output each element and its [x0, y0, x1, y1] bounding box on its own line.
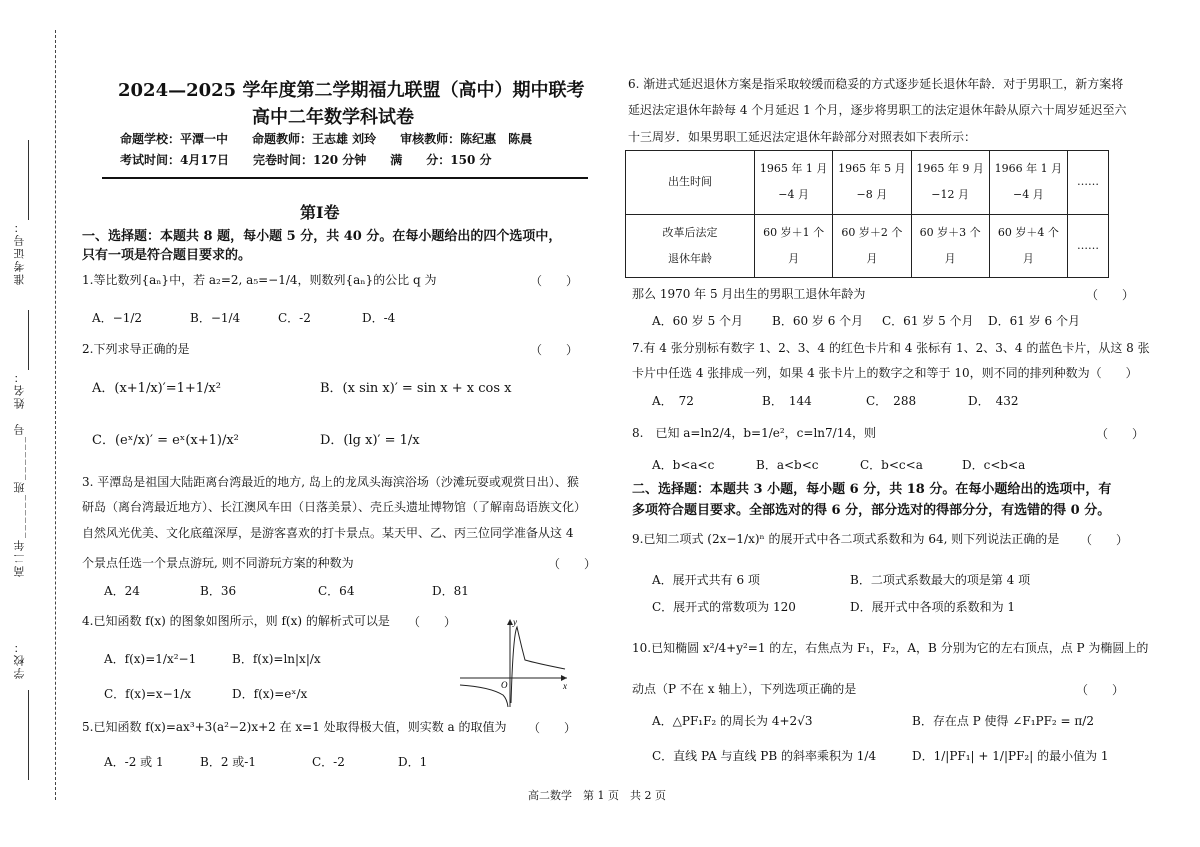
q2-option-c: C．(eˣ/x)′ = eˣ(x+1)/x² [92, 433, 239, 448]
q4-option-a: A．f(x)=1/x²−1 [104, 652, 197, 666]
q1-option-b: B．−1/4 [190, 311, 241, 325]
q7-option-a: A． 72 [652, 394, 694, 408]
table-cell: 60 岁＋4 个 月 [989, 214, 1067, 278]
table-cell: 1965 年 1 月 −4 月 [755, 151, 833, 215]
q4-graph-y-label: y [513, 617, 517, 627]
q3-option-d: D．81 [432, 584, 469, 598]
table-cell: 60 岁＋2 个 月 [833, 214, 911, 278]
q8-option-b: B．a<b<c [756, 458, 819, 472]
q3-option-a: A．24 [104, 584, 140, 598]
q6-line-1: 6. 渐进式延迟退休方案是指采取较缓而稳妥的方式逐步延长退休年龄．对于男职工，新方案将 [628, 77, 1124, 91]
q6-line-2: 延迟法定退休年龄每 4 个月延迟 1 个月，逐步将男职工的法定退休年龄从原六十周岁延迟至六 [628, 103, 1127, 117]
q5-option-a: A．-2 或 1 [104, 755, 164, 769]
q8-option-a: A．b<a<c [652, 458, 715, 472]
q5-option-b: B．2 或-1 [200, 755, 256, 769]
meta-line-2: 考试时间：4月17日 完卷时间：120 分钟 满 分：150 分 [120, 153, 492, 167]
q10-option-c: C．直线 PA 与直线 PB 的斜率乘积为 1/4 [652, 749, 877, 763]
exam-number-blank [28, 140, 29, 220]
q2-option-a: A．(x+1/x)′=1+1/x² [92, 381, 221, 396]
table-cell: 1965 年 9 月 −12 月 [911, 151, 989, 215]
q6-option-d: D．61 岁 6 个月 [988, 314, 1080, 328]
q6-option-a: A．60 岁 5 个月 [652, 314, 744, 328]
name-blank [28, 310, 29, 370]
page-footer: 高二数学 第 1 页 共 2 页 [528, 789, 666, 802]
q7-option-b: B． 144 [762, 394, 812, 408]
table-cell: 1966 年 1 月 −4 月 [989, 151, 1067, 215]
q4-stem: 4.已知函数 f(x) 的图象如图所示，则 f(x) 的解析式可以是 [82, 614, 390, 628]
q9-option-c: C．展开式的常数项为 120 [652, 600, 796, 614]
q9-option-b: B．二项式系数最大的项是第 4 项 [850, 573, 1031, 587]
q3-line-3: 自然风光优美、文化底蕴深厚，是游客喜欢的打卡景点。某天甲、乙、丙三位同学准备从这 4 [82, 526, 574, 540]
q7-line-1: 7.有 4 张分别标有数字 1、2、3、4 的红色卡片和 4 张标有 1、2、3、4 的蓝色卡片，从这 8 张 [632, 341, 1150, 355]
table-row-birth [626, 151, 1109, 215]
table-cell-birth-head: 出生时间 [626, 151, 755, 215]
class-name-label: 高二年______班______号 姓名： [13, 370, 26, 577]
q5-answer-paren: （ ） [528, 721, 577, 735]
header-divider [102, 177, 588, 179]
table-cell: 1965 年 5 月 −8 月 [833, 151, 911, 215]
exam-title: 2024—2025 学年度第二学期福九联盟（高中）期中联考 [118, 80, 585, 101]
q9-option-a: A．展开式共有 6 项 [652, 573, 760, 587]
binding-line [55, 30, 56, 800]
section-1-title-2: 只有一项是符合题目要求的。 [82, 248, 252, 263]
q5-option-d: D．1 [398, 755, 428, 769]
q3-answer-paren: （ ） [548, 557, 597, 571]
q7-option-c: C． 288 [866, 394, 917, 408]
section-1-title-1: 一、选择题：本题共 8 题，每小题 5 分，共 40 分。在每小题给出的四个选项中， [82, 229, 562, 244]
q4-option-b: B．f(x)=ln|x|/x [232, 652, 321, 666]
q8-answer-paren: （ ） [1096, 427, 1145, 441]
meta-line-1: 命题学校：平潭一中 命题教师：王志雄 刘玲 审核教师：陈纪惠 陈晨 [120, 132, 533, 146]
q8-stem: 8. 已知 a=ln2/4，b=1/e²，c=ln7/14，则 [632, 426, 876, 440]
q10-answer-paren: （ ） [1076, 683, 1125, 697]
q2-option-d: D．(lg x)′ = 1/x [320, 433, 420, 448]
exam-subtitle: 高中二年数学科试卷 [252, 107, 414, 128]
q8-option-c: C．b<c<a [860, 458, 923, 472]
q2-answer-paren: （ ） [530, 343, 579, 357]
q10-option-b: B．存在点 P 使得 ∠F₁PF₂ = π/2 [912, 714, 1094, 728]
q4-option-c: C．f(x)=x−1/x [104, 687, 192, 701]
q1-stem: 1.等比数列{aₙ}中，若 a₂=2, a₅=−1/4，则数列{aₙ}的公比 q 为 [82, 273, 437, 287]
q1-answer-paren: （ ） [530, 274, 579, 288]
q7-line-2: 卡片中任选 4 张排成一列，如果 4 张卡片上的数字之和等于 10，则不同的排列种数为（ ） [632, 366, 1138, 380]
table-cell: 60 岁＋1 个 月 [755, 214, 833, 278]
table-cell: 60 岁＋3 个 月 [911, 214, 989, 278]
q6-option-b: B．60 岁 6 个月 [772, 314, 864, 328]
q4-function-graph [455, 615, 575, 710]
q4-graph-origin-label: O [501, 680, 508, 690]
q4-graph-x-label: x [563, 681, 567, 691]
retirement-table [625, 150, 1109, 278]
exam-number-label: 准考证号： [13, 220, 26, 285]
q1-option-c: C．-2 [278, 311, 311, 325]
q1-option-a: A．−1/2 [92, 311, 143, 325]
q6-option-c: C．61 岁 5 个月 [882, 314, 974, 328]
q3-option-b: B．36 [200, 584, 237, 598]
q8-option-d: D．c<b<a [962, 458, 1026, 472]
q2-stem: 2.下列求导正确的是 [82, 342, 190, 356]
q10-option-a: A．△PF₁F₂ 的周长为 4+2√3 [652, 714, 813, 728]
table-row-retire-age [626, 214, 1109, 278]
q4-answer-paren: （ ） [408, 615, 457, 629]
volume-title: 第Ⅰ卷 [300, 203, 340, 222]
q9-stem: 9.已知二项式 (2x−1/x)ⁿ 的展开式中各二项式系数和为 64, 则下列说法正确的是 [632, 532, 1060, 546]
q6-line-3: 十三周岁．如果男职工延迟法定退休年龄部分对照表如下表所示： [628, 130, 977, 144]
q10-line-2: 动点（P 不在 x 轴上），下列选项正确的是 [632, 682, 857, 696]
q9-answer-paren: （ ） [1080, 533, 1129, 547]
q5-option-c: C．-2 [312, 755, 345, 769]
school-label: 学校： [13, 640, 26, 679]
q3-line-2: 研岛（离台湾最近地方）、长江澳风车田（日落美景）、壳丘头遗址博物馆（了解南岛语族文化） [82, 500, 587, 514]
table-cell-ellipsis: …… [1068, 214, 1109, 278]
q4-option-d: D．f(x)=eˣ/x [232, 687, 308, 701]
q2-option-b: B．(x sin x)′ = sin x + x cos x [320, 381, 512, 396]
q9-option-d: D．展开式中各项的系数和为 1 [850, 600, 1016, 614]
q1-option-d: D．-4 [362, 311, 396, 325]
q3-option-c: C．64 [318, 584, 355, 598]
section-2-title-2: 多项符合题目要求。全部选对的得 6 分，部分选对的得部分分，有选错的得 0 分。 [632, 503, 1111, 518]
q6-question: 那么 1970 年 5 月出生的男职工退休年龄为 [632, 287, 866, 301]
q5-stem: 5.已知函数 f(x)=ax³+3(a²−2)x+2 在 x=1 处取得极大值，则实数 a 的取值为 [82, 720, 507, 734]
table-cell-retire-head: 改革后法定 退休年龄 [626, 214, 755, 278]
q6-answer-paren: （ ） [1086, 288, 1135, 302]
table-cell-ellipsis: …… [1068, 151, 1109, 215]
q3-line-1: 3. 平潭岛是祖国大陆距离台湾最近的地方, 岛上的龙凤头海滨浴场（沙滩玩耍或观赏日出）、猴 [82, 475, 579, 489]
school-blank [28, 690, 29, 780]
q10-line-1: 10.已知椭圆 x²/4+y²=1 的左，右焦点为 F₁，F₂，A，B 分别为它的左右顶点，点 P 为椭圆上的 [632, 641, 1149, 655]
q7-option-d: D． 432 [968, 394, 1019, 408]
q10-option-d: D．1/|PF₁| + 1/|PF₂| 的最小值为 1 [912, 749, 1109, 763]
q3-line-4: 个景点任选一个景点游玩, 则不同游玩方案的种数为 [82, 556, 354, 570]
section-2-title-1: 二、选择题：本题共 3 小题，每小题 6 分，共 18 分。在每小题给出的选项中，有 [632, 482, 1112, 497]
